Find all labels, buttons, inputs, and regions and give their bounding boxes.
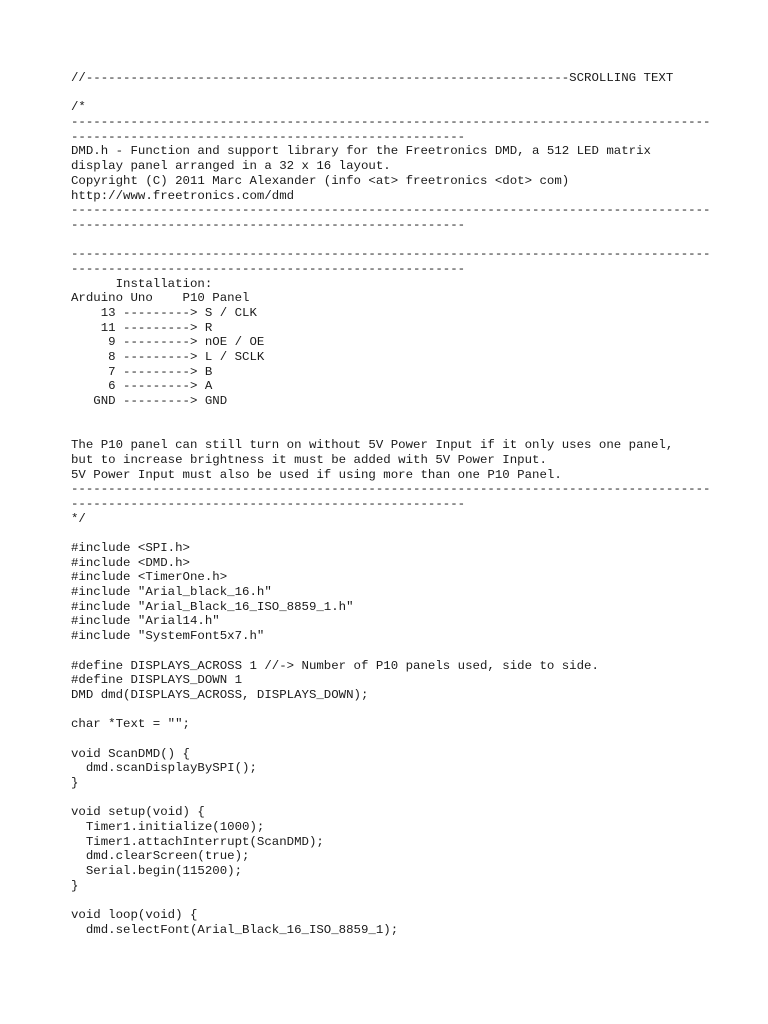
code-line: Installation: <box>71 276 213 291</box>
code-line: http://www.freetronics.com/dmd <box>71 188 295 203</box>
code-line: void setup(void) { <box>71 805 205 820</box>
code-line: 13 ---------> S / CLK <box>71 306 257 320</box>
code-line: void loop(void) { <box>71 908 198 923</box>
code-line: display panel arranged in a 32 x 16 layout. <box>71 159 391 174</box>
code-line: Timer1.initialize(1000); <box>71 820 265 835</box>
code-line: 11 ---------> R <box>71 320 213 335</box>
code-line: #include "Arial_black_16.h" <box>71 585 272 600</box>
code-line: 9 ---------> nOE / OE <box>71 335 265 350</box>
code-document <box>71 71 761 938</box>
code-line: #include "Arial_Black_16_ISO_8859_1.h" <box>71 599 354 614</box>
code-line: ----------------------------------------------------- <box>71 217 466 232</box>
code-line: //-----------------------------------------------------------------SCROLLING TEXT <box>71 71 674 85</box>
code-line: } <box>71 878 79 893</box>
code-line: ----------------------------------------------------- <box>71 129 466 144</box>
code-line: ----------------------------------------------------- <box>71 496 466 511</box>
code-line: #include "Arial14.h" <box>71 614 220 629</box>
code-line: Arduino Uno P10 Panel <box>71 291 250 306</box>
code-line: #include <SPI.h> <box>71 541 190 555</box>
code-line: #include <TimerOne.h> <box>71 570 228 585</box>
code-line: dmd.selectFont(Arial_Black_16_ISO_8859_1); <box>71 922 399 937</box>
code-line: ----------------------------------------------------- <box>71 261 466 276</box>
code-line: -------------------------------------------------------------------------------------- <box>71 482 711 497</box>
code-line <box>71 791 761 806</box>
code-line: char *Text = ""; <box>71 717 190 732</box>
code-line <box>71 644 761 659</box>
code-line: */ <box>71 511 86 526</box>
code-line <box>71 526 761 541</box>
code-line: void ScanDMD() { <box>71 746 190 761</box>
code-line <box>71 424 761 439</box>
code-line: Timer1.attachInterrupt(ScanDMD); <box>71 834 324 849</box>
code-line: dmd.clearScreen(true); <box>71 849 250 864</box>
code-line: but to increase brightness it must be added with 5V Power Input. <box>71 452 547 467</box>
code-line <box>71 732 761 747</box>
code-line: DMD.h - Function and support library for the Freetronics DMD, a 512 LED matrix <box>71 144 651 159</box>
code-line <box>71 703 761 718</box>
code-line: Copyright (C) 2011 Marc Alexander (info <at> freetronics <dot> com) <box>71 173 570 188</box>
code-line: #define DISPLAYS_DOWN 1 <box>71 673 243 688</box>
code-line <box>71 409 761 424</box>
code-line: -------------------------------------------------------------------------------------- <box>71 115 711 130</box>
code-line: dmd.scanDisplayBySPI(); <box>71 761 257 776</box>
code-line <box>71 86 761 101</box>
code-line <box>71 233 761 248</box>
code-line: 7 ---------> B <box>71 364 213 379</box>
code-line: 8 ---------> L / SCLK <box>71 350 265 365</box>
code-line: The P10 panel can still turn on without 5V Power Input if it only uses one panel, <box>71 438 674 453</box>
code-line: -------------------------------------------------------------------------------------- <box>71 247 711 262</box>
code-line: 6 ---------> A <box>71 379 213 394</box>
code-line: #include <DMD.h> <box>71 555 190 570</box>
code-line <box>71 894 761 909</box>
code-line: } <box>71 776 79 790</box>
code-line: -------------------------------------------------------------------------------------- <box>71 203 711 218</box>
code-line: #define DISPLAYS_ACROSS 1 //-> Number of P10 panels used, side to side. <box>71 658 599 673</box>
code-line: #include "SystemFont5x7.h" <box>71 629 265 644</box>
code-line: Serial.begin(115200); <box>71 864 243 879</box>
code-line: 5V Power Input must also be used if using more than one P10 Panel. <box>71 467 562 482</box>
code-line: DMD dmd(DISPLAYS_ACROSS, DISPLAYS_DOWN); <box>71 687 369 702</box>
code-line: /* <box>71 100 86 115</box>
code-line: GND ---------> GND <box>71 394 228 409</box>
